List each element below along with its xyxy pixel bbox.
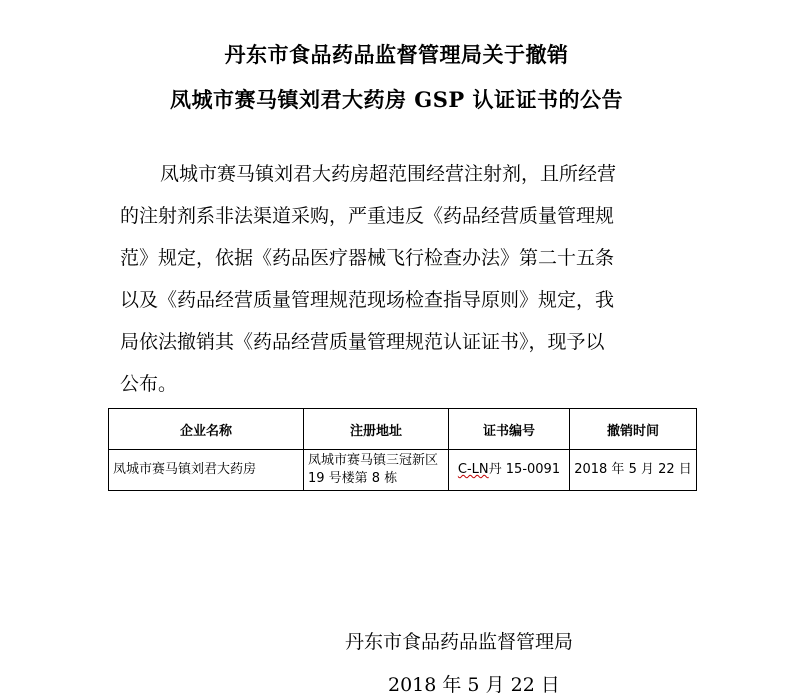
header-revocation-date: 撤销时间 [570, 409, 697, 450]
cell-certificate-number [449, 450, 570, 491]
body-line-6: 公布。 [120, 373, 178, 395]
table-row [109, 450, 697, 491]
header-certificate-number: 证书编号 [449, 409, 570, 450]
certificate-table [108, 408, 697, 491]
body-line-5: 局依法撤销其《药品经营质量管理规范认证证书》，现予以 [120, 331, 605, 353]
document-title-line1: 丹东市食品药品监督管理局关于撤销 [224, 42, 569, 67]
body-line-1: 凤城市赛马镇刘君大药房超范围经营注射剂，且所经营 [160, 163, 617, 185]
cell-registered-address: 凤城市赛马镇三冠新区 19 号楼第 8 栋 [304, 450, 449, 491]
body-line-4: 以及《药品经营质量管理规范现场检查指导原则》规定，我 [120, 289, 615, 311]
signature-date: 2018 年 5 月 22 日 [388, 674, 560, 696]
cert-number-rest: 丹 15-0091 [488, 462, 561, 477]
cert-number-prefix: C-LN [457, 462, 489, 477]
header-company-name: 企业名称 [109, 409, 304, 450]
cell-revocation-date: 2018 年 5 月 22 日 [570, 450, 697, 491]
signature-org: 丹东市食品药品监督管理局 [345, 631, 574, 653]
cell-company-name: 凤城市赛马镇刘君大药房 [109, 450, 304, 491]
table-header-row [109, 409, 697, 450]
body-line-2: 的注射剂系非法渠道采购，严重违反《药品经营质量管理规 [120, 205, 615, 227]
body-line-3: 范》规定，依据《药品医疗器械飞行检查办法》第二十五条 [120, 247, 615, 269]
document-title-line2: 凤城市赛马镇刘君大药房 GSP 认证证书的公告 [169, 87, 623, 112]
header-registered-address: 注册地址 [304, 409, 449, 450]
